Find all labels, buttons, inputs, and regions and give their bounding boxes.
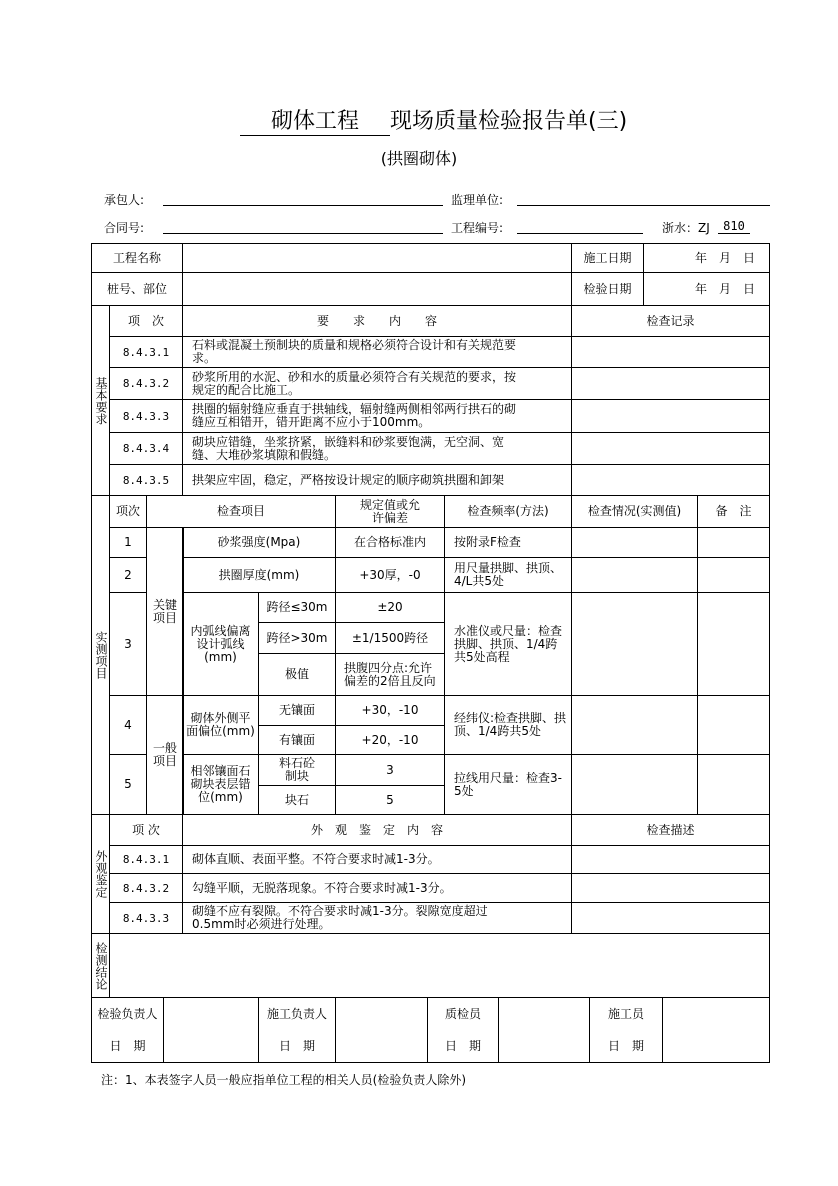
signature-role [427,997,499,1063]
construction-date-field[interactable]: 年 月 日 [643,243,770,273]
appearance-row-no: 8.4.3.3 [109,902,183,934]
measured-sub-item: 无镶面 [258,695,336,726]
contractor-label: 承包人: [104,193,145,207]
measured-row-actual[interactable] [571,527,698,558]
measured-row-note[interactable] [697,557,770,593]
basic-row-record[interactable] [571,336,770,368]
appearance-row-text: 砌体直顺、表面平整。不符合要求时减1-3分。 [182,845,572,874]
form-number: 810 [718,219,750,234]
role-label: 检验负责人 [97,1006,158,1021]
appearance-row-text: 勾缝平顺，无脱落现象。不符合要求时减1-3分。 [182,873,572,903]
measured-row-freq: 经纬仪:检查拱脚、拱顶、1/4跨共5处 [444,695,572,755]
measured-col-item: 检查项目 [146,495,336,528]
measured-row-no: 5 [109,754,147,815]
appearance-col-content: 外 观 鉴 定 内 容 [182,814,572,846]
contract-no-field[interactable] [163,220,443,234]
basic-row-text: 砌块应错缝，坐浆挤紧，嵌缝料和砂浆要饱满，无空洞、宽缝、大堆砂浆填隙和假缝。 [182,432,572,465]
signature-field[interactable] [498,997,590,1063]
measured-col-allow: 规定值或允许偏差 [335,495,445,528]
footnote: 注：1、本表签字人员一般应指单位工程的相关人员(检验负责人除外) [101,1073,467,1087]
measured-row-freq: 用尺量拱脚、拱顶、4/L共5处 [444,557,572,593]
measured-row-allow: +20，-10 [335,725,445,755]
basic-row-text: 砂浆所用的水泥、砂和水的质量必须符合有关规范的要求，按规定的配合比施工。 [182,367,572,400]
measured-row-actual[interactable] [571,695,698,755]
role-label: 质检员 [444,1006,481,1021]
signature-field[interactable] [335,997,428,1063]
role-label: 施工员 [607,1006,644,1021]
form-code: 浙水：ZJ [662,221,710,235]
measured-row-allow: +30，-10 [335,695,445,726]
signature-role [589,997,663,1063]
measured-row-item: 砂浆强度(Mpa) [182,527,336,558]
title-project-type: 砌体工程 [240,104,390,136]
supervisor-field[interactable] [517,192,770,206]
measured-row-actual[interactable] [571,557,698,593]
basic-row-record[interactable] [571,399,770,433]
measured-row-item: 拱圈厚度(mm) [182,557,336,593]
measured-sub-item: 有镶面 [258,725,336,755]
measured-row-no: 4 [109,695,147,755]
measured-row-allow: +30厚，-0 [335,557,445,593]
key-items-group: 关键项目 [146,527,184,696]
signature-field[interactable] [662,997,770,1063]
signature-field[interactable] [163,997,259,1063]
basic-row-no: 8.4.3.1 [109,336,183,368]
signature-role [91,997,164,1063]
measured-row-item: 相邻镶面石砌块表层错位(mm) [182,754,259,815]
measured-sub-item: 块石 [258,785,336,815]
project-name-label: 工程名称 [91,243,183,273]
basic-col-item: 项 次 [109,305,183,337]
basic-row-no: 8.4.3.4 [109,432,183,465]
inspection-date-field[interactable]: 年 月 日 [643,272,770,306]
measured-row-actual[interactable] [571,754,698,815]
measured-row-freq: 水准仪或尺量：检查拱脚、拱顶、1/4跨共5处高程 [444,592,572,696]
measured-row-no: 2 [109,557,147,593]
measured-row-allow: ±20 [335,592,445,623]
station-part-label: 桩号、部位 [91,272,183,306]
measured-row-allow: 5 [335,785,445,815]
appearance-col-desc: 检查描述 [571,814,770,846]
basic-row-record[interactable] [571,367,770,400]
measured-sub-item: 料石砼制块 [258,754,336,786]
role-label: 施工负责人 [266,1006,327,1021]
measured-row-note[interactable] [697,527,770,558]
basic-row-text: 拱架应牢固，稳定，严格按设计规定的顺序砌筑拱圈和卸架 [182,464,572,496]
project-no-label: 工程编号: [451,221,504,235]
measured-row-allow: ±1/1500跨径 [335,622,445,654]
measured-row-no: 1 [109,527,147,558]
report-title [240,104,627,136]
basic-row-text: 拱圈的辐射缝应垂直于拱轴线，辐射缝两侧相邻两行拱石的砌缝应互相错开，错开距离不应小于100mm。 [182,399,572,433]
conclusion-side-label: 检测结论 [91,933,110,998]
appearance-side-label: 外观鉴定 [91,814,110,934]
measured-col-freq: 检查频率(方法) [444,495,572,528]
date-label: 日 期 [109,1038,146,1053]
measured-items-side-label: 实测项目 [91,495,110,815]
appearance-row-desc[interactable] [571,873,770,903]
contractor-field[interactable] [163,192,443,206]
measured-row-note[interactable] [697,754,770,815]
measured-col-actual: 检查情况(实测值) [571,495,698,528]
report-subtitle: (拱圈砌体) [380,149,458,168]
basic-row-no: 8.4.3.3 [109,399,183,433]
measured-row-freq: 按附录F检查 [444,527,572,558]
measured-row-item: 砌体外侧平面偏位(mm) [182,695,259,755]
measured-row-freq: 拉线用尺量：检查3-5处 [444,754,572,815]
measured-sub-item: 跨径≤30m [258,592,336,623]
measured-col-note: 备 注 [697,495,770,528]
supervisor-label: 监理单位: [451,193,504,207]
project-name-field[interactable] [182,243,572,273]
measured-row-no: 3 [109,592,147,696]
basic-row-no: 8.4.3.5 [109,464,183,496]
appearance-row-desc[interactable] [571,845,770,874]
measured-col-no: 项次 [109,495,147,528]
station-part-field[interactable] [182,272,572,306]
contract-no-label: 合同号: [104,221,145,235]
basic-requirements-side-label: 基本要求 [91,305,110,496]
date-label: 日 期 [444,1038,481,1053]
title-text: 现场质量检验报告单(三) [390,109,628,134]
appearance-col-item: 项 次 [109,814,183,846]
signature-role [258,997,336,1063]
general-items-group: 一般项目 [146,695,184,815]
project-no-field[interactable] [517,220,643,234]
basic-col-record: 检查记录 [571,305,770,337]
measured-sub-item: 跨径>30m [258,622,336,654]
measured-row-allow: 3 [335,754,445,786]
measured-row-note[interactable] [697,592,770,696]
appearance-row-desc[interactable] [571,902,770,934]
measured-row-item: 内弧线偏离设计弧线(mm) [182,592,259,696]
inspection-date-label: 检验日期 [571,272,644,306]
measured-row-actual[interactable] [571,592,698,696]
basic-row-record[interactable] [571,432,770,465]
measured-sub-item: 极值 [258,653,336,696]
measured-row-allow: 拱腹四分点:允许偏差的2倍且反向 [335,653,445,696]
appearance-row-no: 8.4.3.2 [109,873,183,903]
basic-col-content: 要 求 内 容 [182,305,572,337]
appearance-row-no: 8.4.3.1 [109,845,183,874]
basic-row-no: 8.4.3.2 [109,367,183,400]
date-label: 日 期 [278,1038,315,1053]
measured-row-note[interactable] [697,695,770,755]
conclusion-field[interactable] [109,933,770,998]
construction-date-label: 施工日期 [571,243,644,273]
measured-row-allow: 在合格标准内 [335,527,445,558]
basic-row-text: 石料或混凝土预制块的质量和规格必须符合设计和有关规范要求。 [182,336,572,368]
appearance-row-text: 砌缝不应有裂隙。不符合要求时减1-3分。裂隙宽度超过0.5mm时必须进行处理。 [182,902,572,934]
date-label: 日 期 [607,1038,644,1053]
basic-row-record[interactable] [571,464,770,496]
